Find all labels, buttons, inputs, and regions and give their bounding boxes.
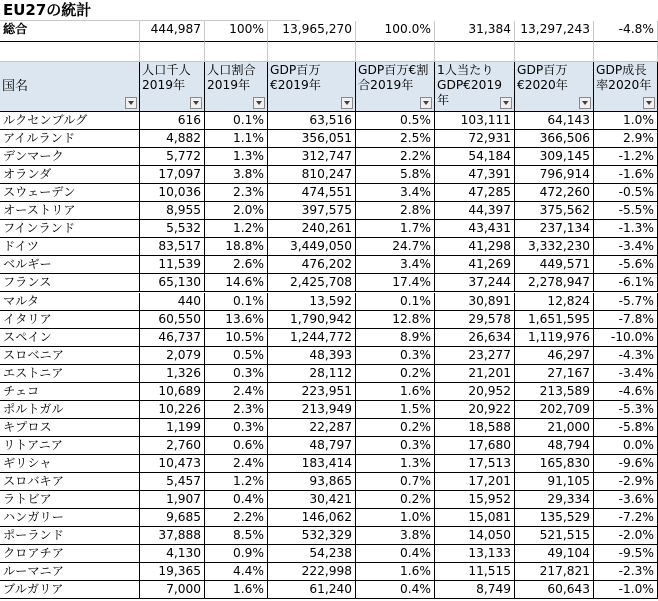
data-cell[interactable]: 375,562	[515, 202, 594, 220]
summary-label[interactable]: 総合	[0, 21, 140, 42]
country-cell[interactable]: マルタ	[0, 293, 140, 311]
country-cell[interactable]: スウェーデン	[0, 184, 140, 202]
data-cell[interactable]: 93,865	[268, 473, 356, 491]
filter-dropdown-icon[interactable]	[500, 97, 512, 109]
summary-value[interactable]: 13,297,243	[515, 21, 594, 42]
table-row	[0, 383, 658, 401]
table-row	[0, 148, 658, 166]
data-cell[interactable]: 43,431	[435, 220, 515, 238]
data-cell[interactable]: 8.5%	[205, 527, 268, 545]
summary-value[interactable]: 31,384	[435, 21, 515, 42]
column-header-label: 人口割合2019年	[207, 63, 256, 92]
table-row	[0, 473, 658, 491]
data-cell[interactable]: 2.6%	[205, 256, 268, 274]
data-cell[interactable]: 44,397	[435, 202, 515, 220]
data-cell[interactable]: 3,332,230	[515, 238, 594, 256]
data-cell[interactable]: 135,529	[515, 509, 594, 527]
data-cell[interactable]: 3.8%	[356, 527, 435, 545]
data-cell[interactable]: 28,112	[268, 365, 356, 383]
data-cell[interactable]: 222,998	[268, 563, 356, 581]
data-cell[interactable]: 30,421	[268, 491, 356, 509]
data-cell[interactable]: 29,578	[435, 311, 515, 329]
data-cell[interactable]: 10.5%	[205, 329, 268, 347]
column-header[interactable]	[515, 62, 594, 112]
data-cell[interactable]: 1.3%	[205, 148, 268, 166]
data-cell[interactable]: 2.5%	[356, 130, 435, 148]
data-cell[interactable]: 397,575	[268, 202, 356, 220]
table-row	[0, 401, 658, 419]
empty-cell[interactable]	[515, 42, 594, 62]
data-cell[interactable]: 17.4%	[356, 274, 435, 292]
data-cell[interactable]: -3.6%	[594, 491, 658, 509]
data-cell[interactable]: -5.7%	[594, 293, 658, 311]
data-cell[interactable]: 1,651,595	[515, 311, 594, 329]
data-cell[interactable]: 17,680	[435, 437, 515, 455]
data-cell[interactable]: 20,952	[435, 383, 515, 401]
country-cell[interactable]: オーストリア	[0, 202, 140, 220]
country-cell[interactable]: キプロス	[0, 419, 140, 437]
data-cell[interactable]: 202,709	[515, 401, 594, 419]
data-cell[interactable]: 21,000	[515, 419, 594, 437]
data-cell[interactable]: 1.0%	[594, 112, 658, 130]
data-cell[interactable]: 2.2%	[205, 509, 268, 527]
data-cell[interactable]: 0.3%	[205, 365, 268, 383]
data-cell[interactable]: -1.3%	[594, 220, 658, 238]
summary-row	[0, 21, 658, 42]
data-cell[interactable]: 0.2%	[356, 365, 435, 383]
table-row	[0, 238, 658, 256]
data-cell[interactable]: 1,790,942	[268, 311, 356, 329]
data-cell[interactable]: 2.0%	[205, 202, 268, 220]
filter-dropdown-icon[interactable]	[420, 97, 432, 109]
data-cell[interactable]: -2.0%	[594, 527, 658, 545]
data-cell[interactable]: 0.5%	[356, 112, 435, 130]
data-cell[interactable]: 146,062	[268, 509, 356, 527]
column-header-label: 1人当たりGDP€2019年	[437, 63, 502, 107]
table-row	[0, 112, 658, 130]
data-cell[interactable]: 1,119,976	[515, 329, 594, 347]
data-cell[interactable]: 13,592	[268, 293, 356, 311]
column-header-label: GDP百万€2019年	[270, 63, 321, 92]
data-cell[interactable]: 54,184	[435, 148, 515, 166]
data-cell[interactable]: 26,634	[435, 329, 515, 347]
data-cell[interactable]: 64,143	[515, 112, 594, 130]
data-cell[interactable]: 37,244	[435, 274, 515, 292]
table-row	[0, 184, 658, 202]
data-cell[interactable]: -5.3%	[594, 401, 658, 419]
data-cell[interactable]: 10,689	[140, 383, 205, 401]
data-cell[interactable]: 366,506	[515, 130, 594, 148]
data-cell[interactable]: 3.4%	[356, 256, 435, 274]
data-cell[interactable]: 1.5%	[356, 401, 435, 419]
data-cell[interactable]: 2,760	[140, 437, 205, 455]
country-cell[interactable]: ポルトガル	[0, 401, 140, 419]
data-cell[interactable]: 1.6%	[205, 581, 268, 599]
data-cell[interactable]: 72,931	[435, 130, 515, 148]
data-cell[interactable]: -4.3%	[594, 347, 658, 365]
country-cell[interactable]: スペイン	[0, 329, 140, 347]
data-cell[interactable]: 19,365	[140, 563, 205, 581]
data-cell[interactable]: 1,907	[140, 491, 205, 509]
data-cell[interactable]: 13.6%	[205, 311, 268, 329]
column-header[interactable]	[0, 62, 140, 112]
table-row	[0, 563, 658, 581]
data-cell[interactable]: 356,051	[268, 130, 356, 148]
country-cell[interactable]: ハンガリー	[0, 509, 140, 527]
table-row	[0, 365, 658, 383]
data-cell[interactable]: 165,830	[515, 455, 594, 473]
data-cell[interactable]: 312,747	[268, 148, 356, 166]
data-cell[interactable]: 15,081	[435, 509, 515, 527]
data-cell[interactable]: 2.4%	[205, 455, 268, 473]
data-cell[interactable]: 14,050	[435, 527, 515, 545]
data-cell[interactable]: 27,167	[515, 365, 594, 383]
data-cell[interactable]: 616	[140, 112, 205, 130]
column-header-label: 国名	[2, 79, 29, 94]
data-cell[interactable]: 22,287	[268, 419, 356, 437]
table-row	[0, 437, 658, 455]
data-cell[interactable]: 183,414	[268, 455, 356, 473]
empty-cell[interactable]	[205, 42, 268, 62]
data-cell[interactable]: 0.7%	[356, 473, 435, 491]
data-cell[interactable]: 521,515	[515, 527, 594, 545]
country-cell[interactable]: エストニア	[0, 365, 140, 383]
data-cell[interactable]: 2.9%	[594, 130, 658, 148]
column-header[interactable]	[140, 62, 205, 112]
table-row	[0, 293, 658, 311]
country-cell[interactable]: スロバキア	[0, 473, 140, 491]
data-cell[interactable]: 10,226	[140, 401, 205, 419]
country-cell[interactable]: リトアニア	[0, 437, 140, 455]
data-cell[interactable]: 2,278,947	[515, 274, 594, 292]
data-cell[interactable]: 0.3%	[205, 419, 268, 437]
data-cell[interactable]: 217,821	[515, 563, 594, 581]
data-cell[interactable]: 796,914	[515, 166, 594, 184]
table-row	[0, 311, 658, 329]
data-cell[interactable]: 1.1%	[205, 130, 268, 148]
data-cell[interactable]: 472,260	[515, 184, 594, 202]
data-cell[interactable]: 440	[140, 293, 205, 311]
empty-cell[interactable]	[268, 42, 356, 62]
table-row	[0, 329, 658, 347]
country-cell[interactable]: アイルランド	[0, 130, 140, 148]
data-cell[interactable]: 9,685	[140, 509, 205, 527]
data-cell[interactable]: 60,550	[140, 311, 205, 329]
data-cell[interactable]: 532,329	[268, 527, 356, 545]
data-cell[interactable]: 17,201	[435, 473, 515, 491]
filter-dropdown-icon[interactable]	[253, 97, 265, 109]
column-header[interactable]	[205, 62, 268, 112]
table-row	[0, 545, 658, 563]
data-cell[interactable]: 0.1%	[205, 112, 268, 130]
data-cell[interactable]: 0.6%	[205, 437, 268, 455]
data-cell[interactable]: 11,515	[435, 563, 515, 581]
empty-cell[interactable]	[140, 42, 205, 62]
data-cell[interactable]: 83,517	[140, 238, 205, 256]
data-cell[interactable]: 0.2%	[356, 419, 435, 437]
data-cell[interactable]: 0.4%	[356, 545, 435, 563]
data-cell[interactable]: 0.4%	[356, 581, 435, 599]
data-cell[interactable]: 17,513	[435, 455, 515, 473]
data-cell[interactable]: -2.3%	[594, 563, 658, 581]
data-cell[interactable]: 1,199	[140, 419, 205, 437]
data-cell[interactable]: -7.2%	[594, 509, 658, 527]
data-cell[interactable]: 13,133	[435, 545, 515, 563]
data-cell[interactable]: 8,749	[435, 581, 515, 599]
data-cell[interactable]: 18,588	[435, 419, 515, 437]
data-cell[interactable]: 237,134	[515, 220, 594, 238]
data-cell[interactable]: 5.8%	[356, 166, 435, 184]
data-cell[interactable]: 63,516	[268, 112, 356, 130]
column-header-label: GDP百万€2020年	[517, 63, 568, 92]
data-cell[interactable]: 3.4%	[356, 184, 435, 202]
summary-value[interactable]: 100.0%	[356, 21, 435, 42]
summary-value[interactable]: 13,965,270	[268, 21, 356, 42]
data-cell[interactable]: 0.3%	[356, 347, 435, 365]
data-cell[interactable]: 60,643	[515, 581, 594, 599]
column-header[interactable]	[594, 62, 658, 112]
data-cell[interactable]: 30,891	[435, 293, 515, 311]
filter-dropdown-icon[interactable]	[190, 97, 202, 109]
data-cell[interactable]: 5,457	[140, 473, 205, 491]
data-cell[interactable]: 0.1%	[205, 293, 268, 311]
data-cell[interactable]: 20,922	[435, 401, 515, 419]
data-cell[interactable]: -1.2%	[594, 148, 658, 166]
blank-row	[0, 42, 658, 62]
data-cell[interactable]: -1.6%	[594, 166, 658, 184]
data-cell[interactable]: 18.8%	[205, 238, 268, 256]
data-cell[interactable]: 54,238	[268, 545, 356, 563]
data-cell[interactable]: 2,079	[140, 347, 205, 365]
data-cell[interactable]: 4,882	[140, 130, 205, 148]
data-cell[interactable]: 46,737	[140, 329, 205, 347]
summary-value[interactable]: -4.8%	[594, 21, 658, 42]
summary-value[interactable]: 444,987	[140, 21, 205, 42]
data-cell[interactable]: 3.8%	[205, 166, 268, 184]
country-cell[interactable]: スロベニア	[0, 347, 140, 365]
country-cell[interactable]: ポーランド	[0, 527, 140, 545]
data-cell[interactable]: 12,824	[515, 293, 594, 311]
table-row	[0, 527, 658, 545]
data-cell[interactable]: 47,391	[435, 166, 515, 184]
data-cell[interactable]: 48,393	[268, 347, 356, 365]
data-cell[interactable]: 14.6%	[205, 274, 268, 292]
column-header-label: 人口千人2019年	[142, 63, 191, 92]
data-cell[interactable]: -6.1%	[594, 274, 658, 292]
data-cell[interactable]: 4.4%	[205, 563, 268, 581]
summary-value[interactable]: 100%	[205, 21, 268, 42]
data-cell[interactable]: 41,269	[435, 256, 515, 274]
data-cell[interactable]: 17,097	[140, 166, 205, 184]
empty-cell[interactable]	[0, 42, 140, 62]
data-cell[interactable]: 1.3%	[356, 455, 435, 473]
data-cell[interactable]: 4,130	[140, 545, 205, 563]
country-cell[interactable]: ベルギー	[0, 256, 140, 274]
data-cell[interactable]: 213,589	[515, 383, 594, 401]
table-row	[0, 202, 658, 220]
data-cell[interactable]: 1.6%	[356, 563, 435, 581]
data-cell[interactable]: -5.5%	[594, 202, 658, 220]
country-cell[interactable]: チェコ	[0, 383, 140, 401]
data-cell[interactable]: -7.8%	[594, 311, 658, 329]
data-cell[interactable]: 12.8%	[356, 311, 435, 329]
column-header-label: GDP成長率2020年	[596, 63, 652, 92]
column-header[interactable]	[268, 62, 356, 112]
data-cell[interactable]: -3.4%	[594, 238, 658, 256]
empty-cell[interactable]	[594, 42, 658, 62]
country-cell[interactable]: ブルガリア	[0, 581, 140, 599]
data-cell[interactable]: 2.3%	[205, 401, 268, 419]
data-cell[interactable]: 2.4%	[205, 383, 268, 401]
data-cell[interactable]: 49,104	[515, 545, 594, 563]
data-cell[interactable]: -9.6%	[594, 455, 658, 473]
data-cell[interactable]: 21,201	[435, 365, 515, 383]
filter-dropdown-icon[interactable]	[125, 97, 137, 109]
data-cell[interactable]: 2.8%	[356, 202, 435, 220]
table-row	[0, 581, 658, 599]
table-row	[0, 347, 658, 365]
country-cell[interactable]: デンマーク	[0, 148, 140, 166]
data-cell[interactable]: 474,551	[268, 184, 356, 202]
data-cell[interactable]: 15,952	[435, 491, 515, 509]
table-row	[0, 455, 658, 473]
data-cell[interactable]: 61,240	[268, 581, 356, 599]
table-row	[0, 419, 658, 437]
data-cell[interactable]: 0.0%	[594, 437, 658, 455]
country-cell[interactable]: ルクセンブルグ	[0, 112, 140, 130]
data-cell[interactable]: 1.7%	[356, 220, 435, 238]
data-cell[interactable]: 223,951	[268, 383, 356, 401]
data-cell[interactable]: 309,145	[515, 148, 594, 166]
data-cell[interactable]: -5.6%	[594, 256, 658, 274]
table-row	[0, 220, 658, 238]
table-row	[0, 256, 658, 274]
data-cell[interactable]: 213,949	[268, 401, 356, 419]
data-cell[interactable]: 10,473	[140, 455, 205, 473]
country-cell[interactable]: クロアチア	[0, 545, 140, 563]
data-cell[interactable]: -4.6%	[594, 383, 658, 401]
country-cell[interactable]: ラトビア	[0, 491, 140, 509]
data-cell[interactable]: 2,425,708	[268, 274, 356, 292]
data-cell[interactable]: 0.5%	[205, 347, 268, 365]
data-cell[interactable]: -5.8%	[594, 419, 658, 437]
data-cell[interactable]: 48,797	[268, 437, 356, 455]
empty-cell[interactable]	[356, 42, 435, 62]
data-cell[interactable]: -2.9%	[594, 473, 658, 491]
country-cell[interactable]: フインランド	[0, 220, 140, 238]
data-cell[interactable]: 47,285	[435, 184, 515, 202]
column-header[interactable]	[435, 62, 515, 112]
data-cell[interactable]: 41,298	[435, 238, 515, 256]
data-cell[interactable]: 29,334	[515, 491, 594, 509]
data-cell[interactable]: 449,571	[515, 256, 594, 274]
empty-cell[interactable]	[435, 42, 515, 62]
country-cell[interactable]: フランス	[0, 274, 140, 292]
data-cell[interactable]: 24.7%	[356, 238, 435, 256]
data-cell[interactable]: 10,036	[140, 184, 205, 202]
data-cell[interactable]: 1.6%	[356, 383, 435, 401]
data-cell[interactable]: 8,955	[140, 202, 205, 220]
data-cell[interactable]: 91,105	[515, 473, 594, 491]
table-row	[0, 274, 658, 292]
data-cell[interactable]: -1.0%	[594, 581, 658, 599]
data-cell[interactable]: 46,297	[515, 347, 594, 365]
data-cell[interactable]: -10.0%	[594, 329, 658, 347]
data-cell[interactable]: 0.2%	[356, 491, 435, 509]
filter-dropdown-icon[interactable]	[341, 97, 353, 109]
data-cell[interactable]: 2.2%	[356, 148, 435, 166]
table-row	[0, 491, 658, 509]
data-cell[interactable]: 7,000	[140, 581, 205, 599]
data-cell[interactable]: 1,326	[140, 365, 205, 383]
data-cell[interactable]: 23,277	[435, 347, 515, 365]
country-cell[interactable]: オランダ	[0, 166, 140, 184]
data-cell[interactable]: 1.0%	[356, 509, 435, 527]
data-cell[interactable]: 0.1%	[356, 293, 435, 311]
data-cell[interactable]: -9.5%	[594, 545, 658, 563]
filter-dropdown-icon[interactable]	[643, 97, 655, 109]
data-cell[interactable]: 5,532	[140, 220, 205, 238]
data-cell[interactable]: 0.4%	[205, 491, 268, 509]
data-cell[interactable]: 65,130	[140, 274, 205, 292]
sheet-title[interactable]: EU27の統計	[0, 0, 300, 21]
data-cell[interactable]: 48,794	[515, 437, 594, 455]
data-cell[interactable]: -3.4%	[594, 365, 658, 383]
data-cell[interactable]: -0.5%	[594, 184, 658, 202]
data-cell[interactable]: 240,261	[268, 220, 356, 238]
country-cell[interactable]: ギリシャ	[0, 455, 140, 473]
data-cell[interactable]: 11,539	[140, 256, 205, 274]
title-row	[0, 0, 658, 21]
data-cell[interactable]: 37,888	[140, 527, 205, 545]
data-cell[interactable]: 0.9%	[205, 545, 268, 563]
data-cell[interactable]: 5,772	[140, 148, 205, 166]
data-cell[interactable]: 476,202	[268, 256, 356, 274]
header-row	[0, 62, 658, 112]
country-cell[interactable]: イタリア	[0, 311, 140, 329]
data-cell[interactable]: 2.3%	[205, 184, 268, 202]
data-cell[interactable]: 1.2%	[205, 473, 268, 491]
column-header[interactable]	[356, 62, 435, 112]
table-row	[0, 166, 658, 184]
data-cell[interactable]: 1.2%	[205, 220, 268, 238]
column-header-label: GDP百万€割合2019年	[358, 63, 429, 92]
table-row	[0, 130, 658, 148]
table-row	[0, 509, 658, 527]
data-cell[interactable]: 103,111	[435, 112, 515, 130]
data-cell[interactable]: 1,244,772	[268, 329, 356, 347]
data-cell[interactable]: 8.9%	[356, 329, 435, 347]
filter-dropdown-icon[interactable]	[579, 97, 591, 109]
data-cell[interactable]: 3,449,050	[268, 238, 356, 256]
data-cell[interactable]: 0.3%	[356, 437, 435, 455]
country-cell[interactable]: ルーマニア	[0, 563, 140, 581]
country-cell[interactable]: ドイツ	[0, 238, 140, 256]
data-cell[interactable]: 810,247	[268, 166, 356, 184]
